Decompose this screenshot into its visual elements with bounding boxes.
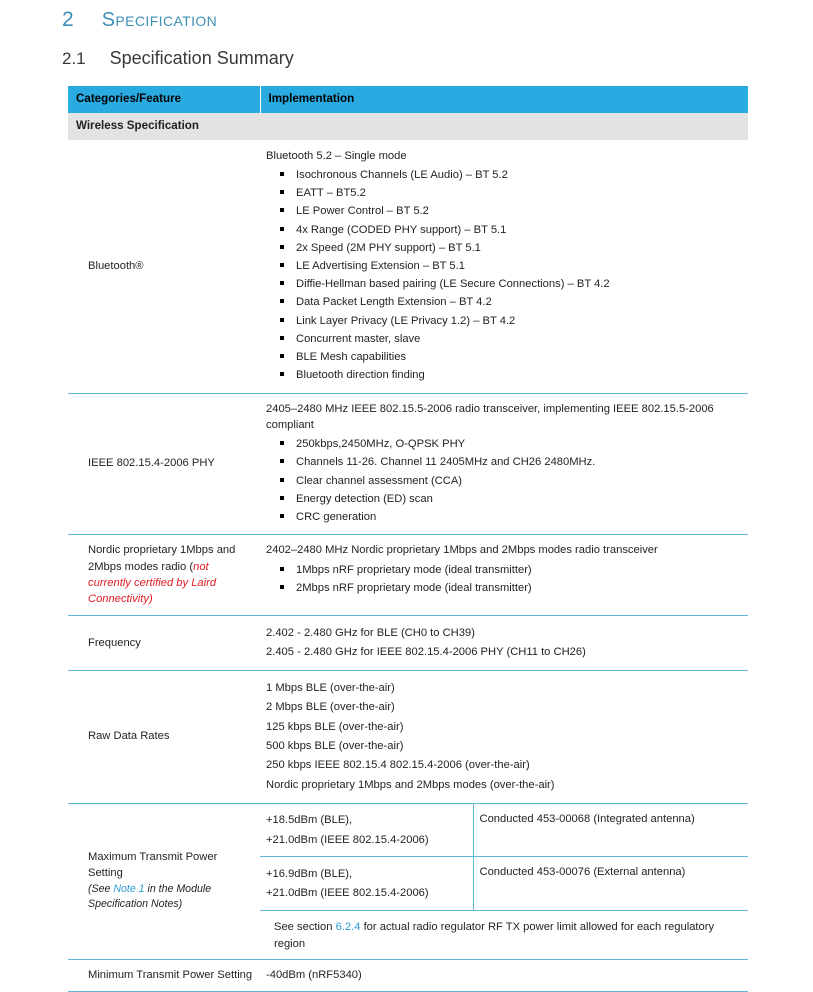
bullet-list [266,561,740,597]
list-item: Clear channel assessment (CCA) [296,472,740,490]
list-item: Channels 11-26. Channel 11 2405MHz and CH26 2480MHz. [296,453,740,471]
table-row [68,393,748,535]
row-value-ieee-phy [260,393,748,535]
list-item: Energy detection (ED) scan [296,490,740,508]
footnote-prefix: See section [274,921,336,934]
group-header-label: Wireless Specification [68,113,748,140]
value-line: 1 Mbps BLE (over-the-air) [266,681,395,694]
table-row [68,803,748,959]
row-label-min-transmit-power: Minimum Transmit Power Setting [68,959,260,991]
label-warning-text: not currently certified by Laird Connectivity [88,560,217,605]
column-header-categories: Categories/Feature [68,86,260,113]
specification-table [68,86,748,992]
power-cell [260,857,473,911]
value-line: 500 kbps BLE (over-the-air) [266,739,404,752]
value-line: 250 kbps IEEE 802.15.4 802.15.4-2006 (over-the-air) [266,759,530,772]
section-624-link[interactable]: 6.2.4 [335,921,361,934]
subsection-title: Specification Summary [109,48,294,68]
table-row [68,671,748,804]
bullet-list [266,435,740,526]
subtable-footnote-row [260,911,748,959]
list-item: 2x Speed (2M PHY support) – BT 5.1 [296,239,740,257]
power-line: +18.5dBm (BLE), [266,814,353,827]
list-item: 2Mbps nRF proprietary mode (ideal transmitter) [296,579,740,597]
list-item: Diffie-Hellman based pairing (LE Secure Connections) – BT 4.2 [296,275,740,293]
list-item: 250kbps,2450MHz, O-QPSK PHY [296,435,740,453]
table-row [68,616,748,671]
list-item: Data Packet Length Extension – BT 4.2 [296,293,740,311]
row-value-max-transmit-power [260,803,748,959]
table-row [68,535,748,616]
subtable-row [260,857,748,911]
section-heading [62,8,217,32]
label-tail-text: ) [148,592,153,605]
bullet-list [266,166,740,385]
column-header-implementation: Implementation [260,86,748,113]
row-value-frequency [260,616,748,671]
lead-text: 2402–2480 MHz Nordic proprietary 1Mbps and 2Mbps modes radio transceiver [266,544,658,557]
list-item: EATT – BT5.2 [296,184,740,202]
power-line: +21.0dBm (IEEE 802.15.4-2006) [266,833,429,846]
power-cell [260,804,473,857]
footnote-cell [260,911,748,959]
list-item: BLE Mesh capabilities [296,348,740,366]
row-label-raw-data-rates: Raw Data Rates [68,671,260,804]
row-value-min-transmit-power: -40dBm (nRF5340) [260,959,748,991]
value-line: 2.402 - 2.480 GHz for BLE (CH0 to CH39) [266,626,475,639]
conducted-cell: Conducted 453-00068 (Integrated antenna) [479,812,695,825]
list-item: CRC generation [296,508,740,526]
list-item: Bluetooth direction finding [296,366,740,384]
row-value-nordic-proprietary [260,535,748,616]
list-item: LE Advertising Extension – BT 5.1 [296,257,740,275]
row-label-bluetooth: Bluetooth® [88,260,144,272]
footnote-suffix: for actual radio regulator RF TX power limit allowed for each regulatory region [274,921,715,950]
value-line: 2.405 - 2.480 GHz for IEEE 802.15.4-2006 PHY (CH11 to CH26) [266,646,586,659]
value-line: 2 Mbps BLE (over-the-air) [266,701,395,714]
power-line: +21.0dBm (IEEE 802.15.4-2006) [266,887,429,900]
note-prefix: (See [88,882,114,895]
subtable-row [260,804,748,857]
section-number: 2 [62,8,74,31]
subsection-number: 2.1 [62,49,86,68]
value-line: Nordic proprietary 1Mbps and 2Mbps modes (over-the-air) [266,778,555,791]
note-suffix: in the Module Specification Notes) [88,882,212,910]
list-item: 1Mbps nRF proprietary mode (ideal transmitter) [296,561,740,579]
table-row [68,959,748,991]
label-plain-text: Nordic proprietary 1Mbps and 2Mbps modes radio ( [88,544,236,573]
row-label-ieee-phy: IEEE 802.15.4-2006 PHY [68,393,260,535]
section-title: Specification [101,9,218,31]
max-power-subtable [260,804,748,959]
row-label-max-transmit-power [68,803,260,959]
table-row [68,140,748,393]
lead-text: Bluetooth 5.2 – Single mode [266,149,407,162]
value-line: 125 kbps BLE (over-the-air) [266,720,404,733]
list-item: Isochronous Channels (LE Audio) – BT 5.2 [296,166,740,184]
table-group-header-row [68,113,748,140]
list-item: Link Layer Privacy (LE Privacy 1.2) – BT 4.2 [296,312,740,330]
table-header-row [68,86,748,113]
conducted-cell: Conducted 453-00076 (External antenna) [473,857,748,911]
note-1-link[interactable]: Note 1 [113,882,145,895]
row-label-frequency: Frequency [68,616,260,671]
row-value-raw-data-rates [260,671,748,804]
subsection-heading [62,48,294,69]
label-main-text: Maximum Transmit Power Setting [88,851,218,880]
row-value-bluetooth [260,140,748,393]
list-item: 4x Range (CODED PHY support) – BT 5.1 [296,221,740,239]
label-note [88,882,254,913]
list-item: Concurrent master, slave [296,330,740,348]
lead-text: 2405–2480 MHz IEEE 802.15.5-2006 radio transceiver, implementing IEEE 802.15.5-2006 compliant [266,402,714,431]
row-label-nordic-proprietary [68,535,260,616]
power-line: +16.9dBm (BLE), [266,868,353,881]
list-item: LE Power Control – BT 5.2 [296,202,740,220]
